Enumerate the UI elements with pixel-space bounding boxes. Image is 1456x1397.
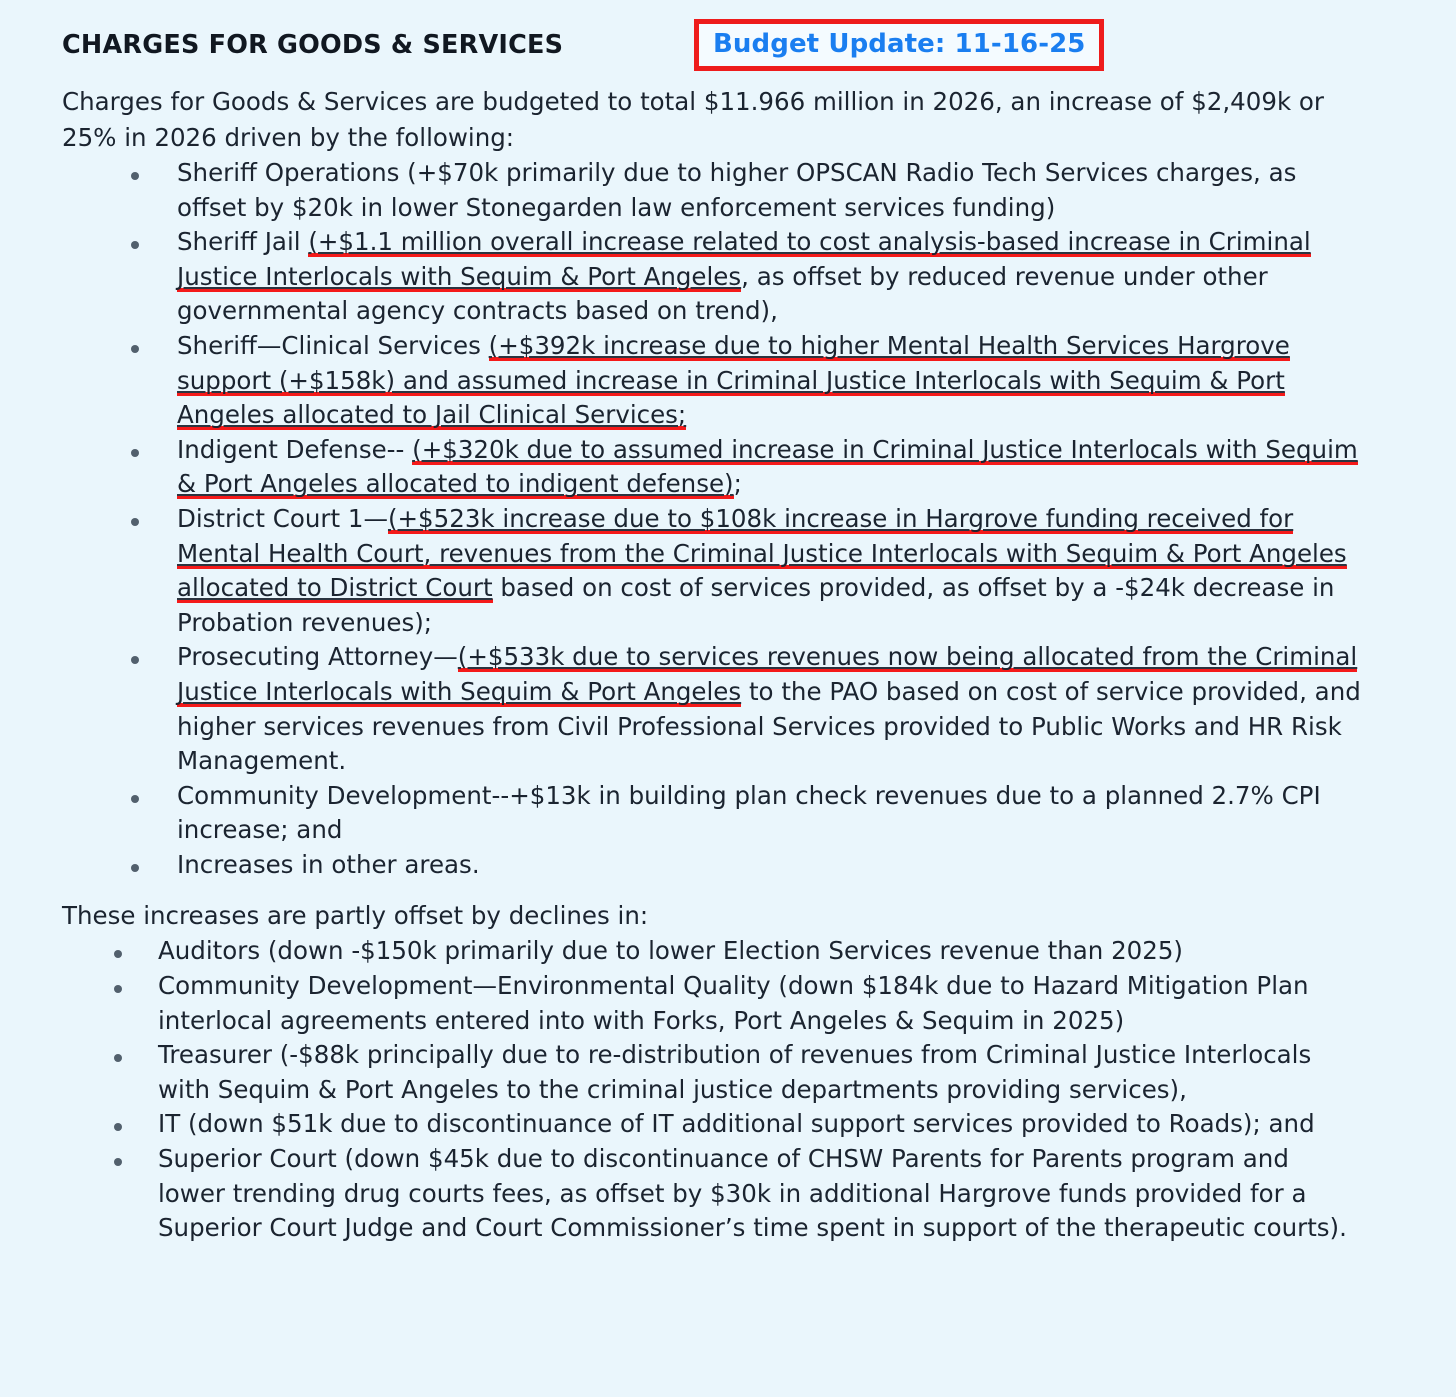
list-item (0, 640, 1456, 778)
highlighted-text: (+$320k due to assumed increase in Criminal Justice Interlocals with Sequim & Port Angeles allocated to indigent defense) (177, 434, 1358, 499)
list-item-text-post: based on cost of services provided, as offset by a -$24k decrease in Probation revenues); (177, 573, 1335, 637)
list-item (0, 502, 1456, 640)
list-item-text-post: , as offset by reduced revenue under other governmental agency contracts based on trend), (177, 261, 1268, 326)
list-item-text-pre: Sheriff Operations (+$70k primarily due to higher OPSCAN Radio Tech Services charges, as offset by $20k in lower Stonegarden law enforcement services funding) (177, 158, 1297, 222)
list-item (0, 848, 1456, 883)
highlighted-text: (+$392k increase due to higher Mental Health Services Hargrove support (+$158k) and assumed increase in Criminal Justice Interlocals with Sequim & Port Angeles allocated to Jail Clinical Services; (177, 330, 1290, 430)
list-item-text-pre: Prosecuting Attorney— (177, 642, 458, 672)
budget-update-stamp-label: Budget Update: 11-16-25 (713, 29, 1086, 59)
highlighted-text: (+$1.1 million overall increase related to cost analysis-based increase in Criminal Justice Interlocals with Sequim & Port Angeles (177, 227, 1311, 291)
list-item-text-pre: Increases in other areas. (177, 849, 480, 879)
increases-list (0, 156, 1456, 882)
list-item-text-pre: Indigent Defense-- (177, 434, 413, 464)
list-item-text-pre: Community Development--+$13k in building plan check revenues due to a planned 2.7% CPI increase; and (177, 780, 1321, 845)
list-item: Superior Court (down $45k due to discontinuance of CHSW Parents for Parents program and lower trending drug courts fees, as offset by $30k in additional Hargrove funds provided for a Superior Court Judge and Court Commissioner’s time spent in support of the therapeutic courts). (0, 1142, 1456, 1246)
declines-intro-paragraph: These increases are partly offset by declines in: (62, 901, 649, 931)
list-item-text-pre: District Court 1— (177, 503, 388, 533)
list-item (0, 329, 1456, 433)
list-item (0, 225, 1456, 329)
list-item: IT (down $51k due to discontinuance of IT additional support services provided to Roads); and (0, 1107, 1456, 1142)
document-header (0, 0, 1456, 84)
list-item (0, 156, 1456, 225)
list-item: Treasurer (-$88k principally due to re-distribution of revenues from Criminal Justice Interlocals with Sequim & Port Angeles to the criminal justice departments providing services), (0, 1038, 1456, 1107)
list-item: Auditors (down -$150k primarily due to lower Election Services revenue than 2025) (0, 934, 1456, 969)
list-item: Community Development—Environmental Quality (down $184k due to Hazard Mitigation Plan interlocal agreements entered into with Forks, Port Angeles & Sequim in 2025) (0, 969, 1456, 1038)
declines-list (0, 934, 1456, 1245)
list-item-text-pre: Sheriff—Clinical Services (177, 330, 489, 360)
list-item (0, 433, 1456, 502)
highlighted-text: (+$523k increase due to $108k increase in Hargrove funding received for Mental Health Court, revenues from the Criminal Justice Interlocals with Sequim & Port Angeles allocated to District Court (177, 503, 1347, 603)
highlighted-text: (+$533k due to services revenues now being allocated from the Criminal Justice Interlocals with Sequim & Port Angeles (177, 642, 1358, 706)
page-title: CHARGES FOR GOODS & SERVICES (62, 30, 564, 60)
list-item (0, 779, 1456, 848)
budget-update-stamp (694, 19, 1104, 71)
list-item-text-post: to the PAO based on cost of service provided, and higher services revenues from Civil Professional Services provided to Public Works and HR Risk Management. (177, 676, 1361, 776)
list-item-text-pre: Sheriff Jail (177, 227, 309, 257)
list-item-text-post: ; (733, 469, 742, 499)
intro-paragraph: Charges for Goods & Services are budgeted to total $11.966 million in 2026, an increase of $2,409k or 25% in 2026 driven by the following: (62, 87, 1324, 152)
